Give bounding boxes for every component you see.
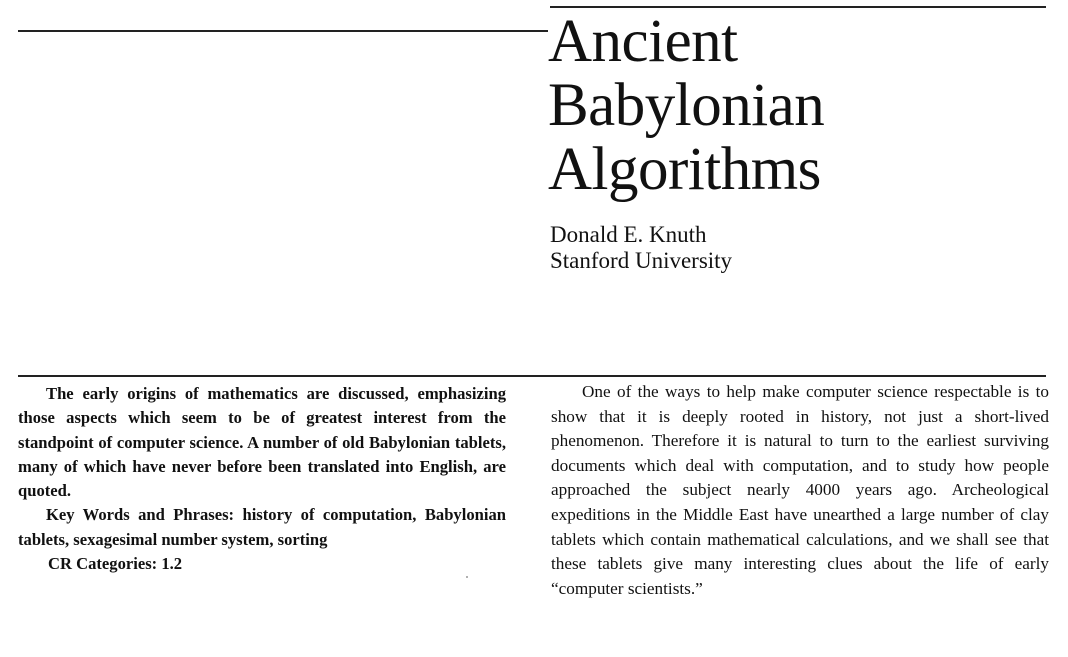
top-left-rule bbox=[18, 30, 548, 32]
body-paragraph-1: One of the ways to help make computer science respectable is to show that it is deeply rooted in history, not just a short-lived phenomenon. Therefore it is natural to turn to the earliest surviving documents which deal with computation, and to study how people approached the subject nearly 4000 years ago. Archeological expeditions in the Middle East have unearthed a large number of clay tablets which contain mathematical calculations, and we shall see that these tablets give many interesting clues about the life of early “computer scientists.” bbox=[551, 382, 1049, 598]
title-line-1: Ancient bbox=[548, 8, 738, 75]
abstract-cr-categories: CR Categories: 1.2 bbox=[48, 554, 183, 574]
author-block bbox=[550, 222, 732, 274]
title-line-2: Babylonian bbox=[548, 72, 825, 139]
body-column bbox=[551, 380, 1049, 601]
section-rule bbox=[18, 375, 1046, 377]
author-affiliation: Stanford University bbox=[550, 248, 733, 273]
title-line-3: Algorithms bbox=[548, 136, 821, 203]
abstract-keywords: Key Words and Phrases: history of computation, Babylonian tablets, sexagesimal number system, sorting bbox=[18, 505, 506, 549]
abstract-summary: The early origins of mathematics are discussed, emphasizing those aspects which seem to be of greatest interest from the standpoint of computer science. A number of old Babylonian tablets, many of which have never before been translated into English, are quoted. bbox=[18, 384, 506, 501]
scan-speck bbox=[466, 576, 468, 578]
author-name: Donald E. Knuth bbox=[550, 222, 707, 247]
article-title bbox=[548, 10, 824, 202]
abstract bbox=[18, 382, 506, 576]
